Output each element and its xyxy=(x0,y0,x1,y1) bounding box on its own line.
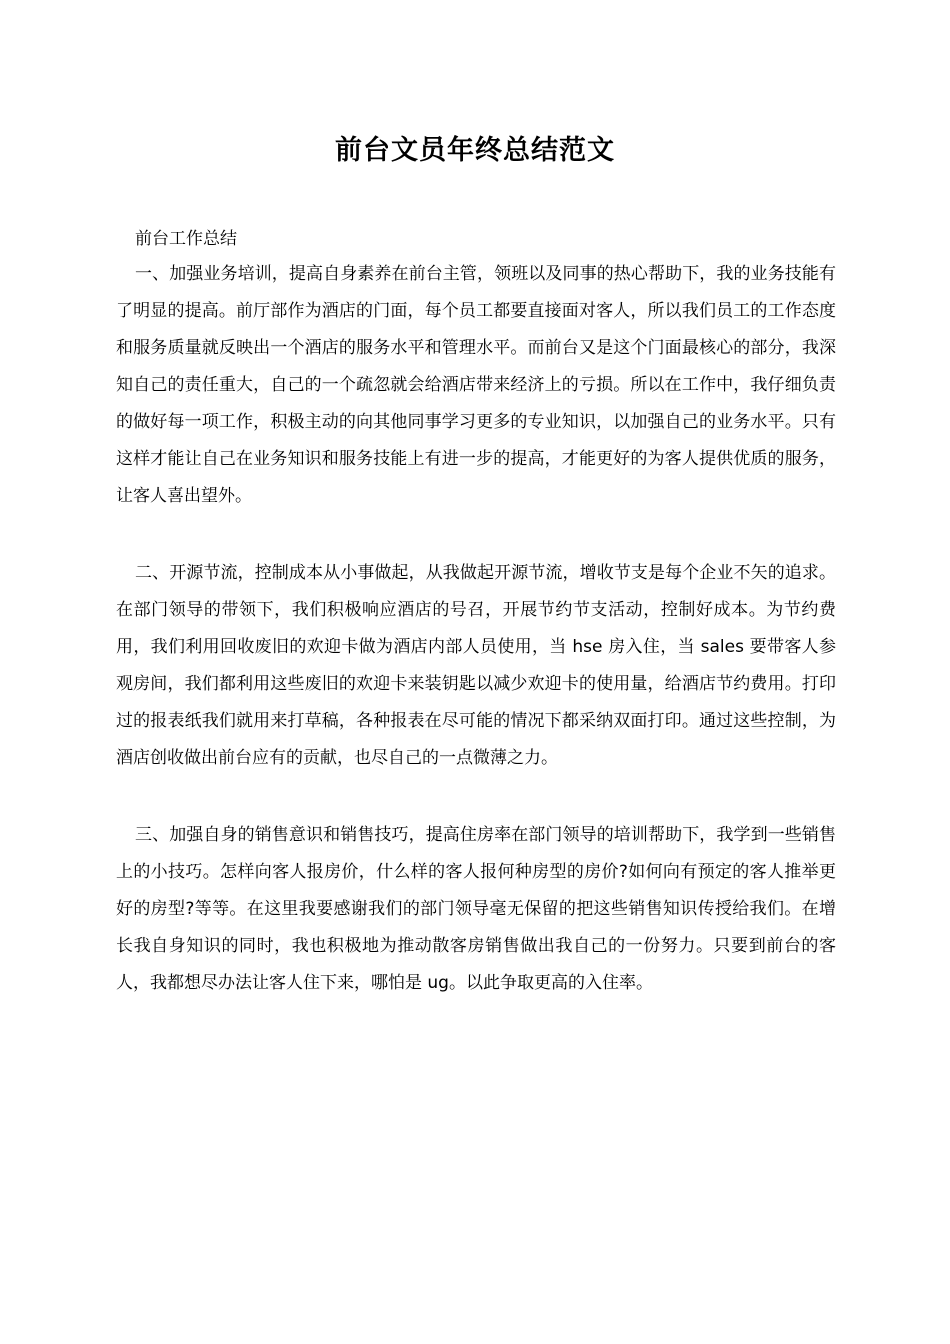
paragraph-cost-control: 二、开源节流，控制成本从小事做起，从我做起开源节流，增收节支是每个企业不矢的追求。在部门领导的带领下，我们积极响应酒店的号召，开展节约节支活动，控制好成本。为节约费用，我们利用回收废旧的欢迎卡做为酒店内部人员使用，当 hse 房入住，当 sales 要带客人参观房间，我们都利用这些废旧的欢迎卡来装钥匙以减少欢迎卡的使用量，给酒店节约费用。打印过的报表纸我们就用来打草稿，各种报表在尽可能的情况下都采纳双面打印。通过这些控制，为酒店创收做出前台应有的贡献，也尽自己的一点微薄之力。 xyxy=(116,563,836,768)
paragraph-business-training: 一、加强业务培训，提高自身素养在前台主管，领班以及同事的热心帮助下，我的业务技能有了明显的提高。前厅部作为酒店的门面，每个员工都要直接面对客人，所以我们员工的工作态度和服务质量就反映出一个酒店的服务水平和管理水平。而前台又是这个门面最核心的部分，我深知自己的责任重大，自己的一个疏忽就会给酒店带来经济上的亏损。所以在工作中，我仔细负责的做好每一项工作，积极主动的向其他同事学习更多的专业知识，以加强自己的业务水平。只有这样才能让自己在业务知识和服务技能上有进一步的提高，才能更好的为客人提供优质的服务，让客人喜出望外。 xyxy=(116,264,836,506)
paragraph-sales-skills: 三、加强自身的销售意识和销售技巧，提高住房率在部门领导的培训帮助下，我学到一些销售上的小技巧。怎样向客人报房价，什么样的客人报何种房型的房价?如何向有预定的客人推举更好的房型?等等。在这里我要感谢我们的部门领导毫无保留的把这些销售知识传授给我们。在增长我自身知识的同时，我也积极地为推动散客房销售做出我自己的一份努力。只要到前台的客人，我都想尽办法让客人住下来，哪怕是 ug。以此争取更高的入住率。 xyxy=(116,825,836,993)
section-subheading: 前台工作总结 xyxy=(135,229,237,249)
document-title: 前台文员年终总结范文 xyxy=(335,135,615,166)
